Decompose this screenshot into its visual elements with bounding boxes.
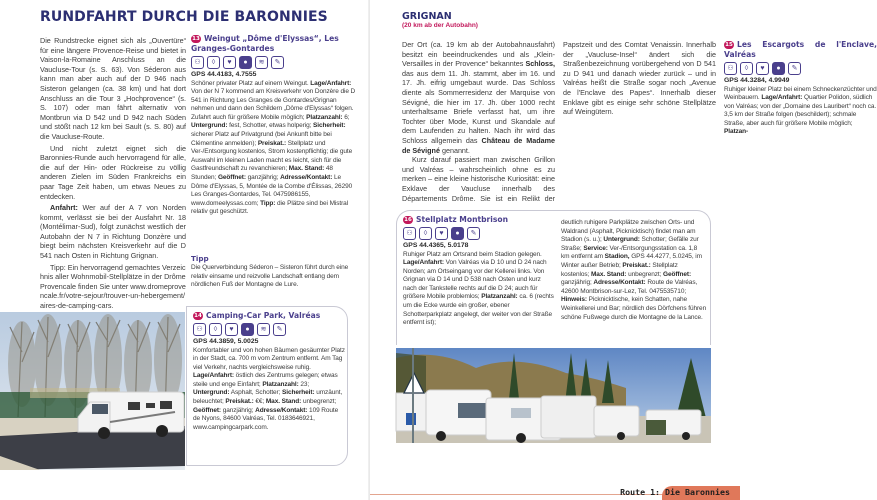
entry-16 bbox=[403, 215, 555, 328]
electricity-icon: ⚇ bbox=[193, 323, 206, 336]
entry-14-title bbox=[193, 311, 345, 321]
field-label: Max. Stand: bbox=[590, 270, 627, 278]
text-segment: 48 Stunden; bbox=[191, 165, 333, 182]
field-label: Adresse/Kontakt: bbox=[280, 174, 333, 182]
amenity-icons bbox=[724, 62, 877, 75]
text-segment: genannt. bbox=[439, 145, 470, 155]
text-segment: Stellplatz kostenlos; bbox=[561, 261, 678, 278]
gps-coordinates: GPS 44.3859, 5.0025 bbox=[193, 338, 259, 345]
text-segment: Stellplatz und Ver-/Entsorgung kostenlos, Strom kostenpflichtig; die gute Auswahl im kleinen Laden macht es leicht, sich für die Gastfreundschaft zu revanchieren; bbox=[191, 139, 353, 173]
text-segment: Ver-/Entsorgungsstation ca. 1,8 km entfernt am bbox=[561, 244, 698, 261]
field-label: Hinweis: bbox=[561, 296, 587, 304]
motorhomes-photo-illustration bbox=[396, 348, 711, 443]
intro-column bbox=[40, 36, 186, 311]
text-segment: Asphalt, Schotter; bbox=[229, 389, 283, 397]
anfahrt-label: Anfahrt: bbox=[50, 203, 78, 213]
text-segment: sicherer Platz auf Privatgrund (bei Ankunft bitte bei Clémentine anmelden); bbox=[191, 131, 332, 147]
location-icon: ● bbox=[451, 227, 464, 240]
text-segment: Der Ort (ca. 19 km ab der Autobahnausfahrt) besitzt ein beeindruckendes und als „Klein-Versailles in der Provence“ bekanntes bbox=[402, 40, 555, 69]
field-label: Service: bbox=[583, 244, 608, 252]
tipp-paragraph: Tipp: Ein hervorragend gemachtes Verzeichnis aller Wohnmobil-Stellplätze in der Drôme Provencale finden Sie unter www.dromeprovencale.fr/votre-sejour/trouver-un-hebergement/aires-de-camping-cars. bbox=[40, 262, 186, 311]
text-segment: 23; bbox=[298, 380, 310, 388]
field-label: Untergrund: bbox=[191, 122, 228, 130]
disposal-icon: ♥ bbox=[756, 62, 769, 75]
disposal-icon: ♥ bbox=[225, 323, 238, 336]
grignan-paragraph-2: Kurz darauf passiert man zwischen Grillon und Valréas – wahrscheinlich ohne es zu merken – eine kleine historische Kuriosität: eine Exklave der Vaucluse innerhalb des Départements Drôme. Sie ist ein Relikt der Papstzeit und des Comtat Venaissin. Innerhalb der „Vaucluse-Insel“ ändert sich die Straßenbezeichnung vorübergehend von D 541 zu D 941 und danach wieder zurück – und in Valréas heißt die Straße sogar noch „Avenue de l'Enclave des Papes“. Innerhalb dieser Enklave gibt es einige sehr schöne Stellplätze auf Weingütern. bbox=[402, 40, 716, 203]
pen-icon: ✎ bbox=[467, 227, 480, 240]
text-segment: GPS 44.4277, 5.0245, im Winter außer Betrieb; bbox=[561, 253, 702, 269]
field-label: Untergrund: bbox=[603, 236, 640, 244]
running-footer: Route 1: Die Baronnies bbox=[620, 487, 730, 497]
amenity-icons bbox=[191, 56, 358, 69]
field-label: Platzan- bbox=[724, 128, 749, 136]
entry-13-description bbox=[191, 80, 358, 218]
text-segment: Von der N 7 kommend am Kreisverkehr von Donzère die D 541 in Richtung Les Granges de Gontardes/Grignan nehmen und dann den Schildern „Dôme d'Elyssas“ folgen. Zufahrt auch für größere Mobile möglich; bbox=[191, 88, 356, 121]
field-label: Sicherheit: bbox=[282, 389, 315, 397]
text-segment: Route de Valréas, 42600 Montbrison-sur-Lez, Tel. 0475535710; bbox=[561, 279, 698, 295]
right-page bbox=[370, 0, 877, 500]
tipp-title: Tipp bbox=[191, 254, 209, 263]
water-icon: ◊ bbox=[419, 227, 432, 240]
anfahrt-text: Wer auf der A 7 von Norden kommt, verlässt sie bei der Ausfahrt Nr. 18 (Montélimar-Sud), folgt zunächst westlich der Autobahn der N 7 in Richtung Donzère und biegt beim nächsten Kreisverkehr auf die D 541 nach Osten in Richtung Grignan. bbox=[40, 203, 186, 261]
location-icon: ● bbox=[239, 56, 252, 69]
entry-number-badge: 13 bbox=[192, 36, 200, 42]
entry-13-title-text: Weingut „Dôme d'Elyssas“, Les Granges-Gontardes bbox=[191, 34, 339, 53]
grignan-heading bbox=[402, 11, 478, 29]
entry-15 bbox=[724, 40, 877, 137]
text-segment: ganzjährig; bbox=[245, 174, 281, 182]
electricity-icon: ⚇ bbox=[403, 227, 416, 240]
entry-number-badge: 15 bbox=[725, 42, 733, 48]
entry-15-title-text: Les Escargots de l'Enclave, Valréas bbox=[724, 40, 877, 59]
text-segment: das aus dem 11. Jh. stammt, aber im 16. und 17. Jh. eifrig umgebaut wurde. Das Schloss diente als Sommerresidenz der Marquise von Sévigné, die hier im 17. Jh. über 1000 recht unterhaltsame Briefe verfasst hat, um ihre Tochter über Mode, Kunst und Skandale auf dem Laufenden zu halten. Nach ihr wird das Schloss allgemein das bbox=[402, 68, 555, 145]
entry-13-title bbox=[191, 34, 358, 54]
field-label: Preiskat.: bbox=[622, 261, 651, 269]
text-segment: Schöner privater Platz auf einem Weingut. bbox=[191, 79, 311, 87]
text-segment: Komfortabler und von hohen Bäumen gesäumter Platz in der Stadt, ca. 700 m vom Zentrum entfernt. Am Tag viel Verkehr, nachts vergleichsweise ruhig. bbox=[193, 346, 345, 371]
field-label: Untergrund: bbox=[193, 389, 230, 397]
field-label: Platzanzahl: bbox=[262, 380, 299, 388]
entry-15-title bbox=[724, 40, 877, 60]
text-segment: östlich des Zentrums gelegen; etwas steile und enge Einfahrt; bbox=[193, 372, 338, 388]
entry-16-title bbox=[403, 215, 555, 225]
section-subtitle: (20 km ab der Autobahn) bbox=[402, 22, 478, 29]
entry-14-title-text: Camping-Car Park, Valréas bbox=[206, 311, 321, 320]
field-label: Lage/Anfahrt: bbox=[761, 94, 803, 102]
text-segment: Quartier Polidon, südlich von Valréas; von der „Domaine des Lauribert“ noch ca. 3,5 km der Straße folgen (beschildert); schmale Straße, aber auch für größere Mobile möglich; bbox=[724, 94, 877, 127]
amenity-icons bbox=[403, 227, 555, 240]
entry-14-box bbox=[186, 306, 348, 466]
text-segment: Schotter; Gefälle zur Straße; bbox=[561, 236, 699, 252]
field-label: Schloss, bbox=[525, 59, 555, 69]
left-page bbox=[0, 0, 370, 500]
field-label: Max. Stand: bbox=[265, 398, 302, 406]
electricity-icon: ⚇ bbox=[191, 56, 204, 69]
text-segment: die Plätze sind bei Mistral relativ gut geschützt. bbox=[191, 199, 349, 216]
grignan-columns bbox=[402, 40, 877, 206]
page-title: RUNDFAHRT DURCH DIE BARONNIES bbox=[40, 9, 328, 25]
text-segment: unbegrenzt; bbox=[626, 270, 664, 278]
anfahrt-paragraph bbox=[40, 203, 186, 261]
field-label: Tipp: bbox=[260, 199, 276, 207]
text-segment: Le Dôme d'Elyssas, 5, Montée de la Combe d'Élissas, 26290 Les Granges-Gontardes, Tel. 0475986155, www.domeelyssas.com; bbox=[191, 174, 353, 207]
field-label: Lage/Anfahrt: bbox=[193, 372, 234, 380]
disposal-icon: ♥ bbox=[223, 56, 236, 69]
field-label: Adresse/Kontakt: bbox=[255, 406, 308, 414]
field-label: Platzanzahl: bbox=[306, 113, 343, 121]
tipp-box bbox=[191, 254, 356, 290]
pen-icon: ✎ bbox=[788, 62, 801, 75]
gps-coordinates: GPS 44.4183, 4.7555 bbox=[191, 71, 257, 78]
motorhomes-photo-montbrison bbox=[396, 348, 711, 443]
text-segment: 109 Route de Nyons, 84600 Valréas, Tel. 0183646921, www.campingcarpark.com. bbox=[193, 406, 339, 431]
amenity-icons bbox=[193, 323, 345, 336]
field-label: Lage/Anfahrt: bbox=[403, 259, 444, 267]
text-segment: deutlich ruhigere Parkplätze zwischen Orts- und Waldrand (Asphalt, Picknicktisch) findet man am Stadion (s. u.); bbox=[561, 219, 696, 244]
field-label: Geöffnet: bbox=[217, 174, 246, 182]
field-label: Château de Madame de Sévigné bbox=[402, 135, 556, 155]
entry-16-title-text: Stellplatz Montbrison bbox=[416, 215, 509, 224]
field-label: Preiskat.: bbox=[225, 398, 254, 406]
entry-16-continued bbox=[561, 219, 707, 322]
pen-icon: ✎ bbox=[271, 56, 284, 69]
field-label: Preiskat.: bbox=[257, 139, 287, 147]
text-segment: €€; bbox=[253, 398, 266, 406]
text-segment: ca. 6 (rechts um die Ecke wurde ein großer, ebener Schotterparkplatz angelegt, der weiter von der Straße entfernt ist); bbox=[403, 293, 554, 327]
section-title: GRIGNAN bbox=[402, 11, 452, 22]
camper-photo-valreas bbox=[0, 312, 185, 470]
motorhome bbox=[78, 392, 184, 439]
entry-15-description bbox=[724, 86, 877, 138]
field-label: Geöffnet: bbox=[663, 270, 692, 278]
tipp-text: Die Querverbindung Séderon – Sisteron führt durch eine relativ einsame und reizvolle Landschaft entlang dem nördlichen Fuß der Montagne de Lure. bbox=[191, 264, 349, 289]
text-segment: Picknicktische, kein Schatten, nahe Weinkellerei und Bar; nördlich des Dörfchens führen schöne Fußwege durch die Montagne de la Lance. bbox=[561, 296, 707, 321]
text-segment: Ruhiger Platz am Ortsrand beim Stadion gelegen. bbox=[403, 250, 542, 258]
field-label: Lage/Anfahrt: bbox=[310, 79, 352, 87]
field-label: Geöffnet: bbox=[193, 406, 221, 414]
wifi-icon: ≋ bbox=[257, 323, 270, 336]
intro-paragraph-2: Und nicht zuletzt eignet sich die Baronnies-Runde auch hervorragend für alle, die auf der Hin- oder Rückreise zu völlig anderen Zielen im Süden Frankreichs ein paar Tage Zeit haben, um etwas Neues zu entdecken. bbox=[40, 143, 186, 201]
electricity-icon: ⚇ bbox=[724, 62, 737, 75]
entry-14 bbox=[193, 311, 345, 432]
water-icon: ◊ bbox=[209, 323, 222, 336]
field-label: Max. Stand: bbox=[288, 165, 325, 173]
entry-13 bbox=[191, 34, 358, 217]
text-segment: Von Valréas via D 10 und D 24 nach Norden; am Ortseingang vor der Kellerei links. Von Grignan via D 14 und D 538 nach Osten und kurz nach der Tankstelle rechts auf die D 24; auch für größere Mobile problemlos; bbox=[403, 259, 547, 301]
wifi-icon: ≋ bbox=[255, 56, 268, 69]
text-segment: umzäunt, beleuchtet; bbox=[193, 389, 343, 406]
text-segment: ganzjährig; bbox=[221, 406, 256, 414]
entry-16-box bbox=[396, 210, 711, 345]
disposal-icon: ♥ bbox=[435, 227, 448, 240]
water-icon: ◊ bbox=[207, 56, 220, 69]
location-icon: ● bbox=[241, 323, 254, 336]
pen-icon: ✎ bbox=[273, 323, 286, 336]
gps-coordinates: GPS 44.3284, 4.9949 bbox=[724, 77, 790, 84]
text-segment: ganzjährig; bbox=[561, 279, 594, 287]
intro-paragraph-1: Die Rundstrecke eignet sich als „Ouvertüre“ für eine längere Provence-Reise und bietet in Vaison-la-Romaine Anschluss an die Vaucluse-Tour (s. S. 63). Von Séderon aus kann man aber auch auf der D 946 nach Sisteron gelangen (ca. 38 km) und hat dort Anschluss an die Tour 3 „Hochprovence“ (s. S. 107) oder man fährt alternativ von Montbrun via D 542 und D 942 nach Süden und stößt nach 12 km bei Sault (s. S. 80) auf die Vaucluse-Route. bbox=[40, 36, 186, 141]
grignan-paragraph-1 bbox=[402, 40, 555, 155]
field-label: Adresse/Kontakt: bbox=[593, 279, 646, 287]
water-icon: ◊ bbox=[740, 62, 753, 75]
entry-16-description-right bbox=[561, 219, 707, 322]
camper-photo-illustration bbox=[0, 312, 185, 470]
text-segment: unbegrenzt; bbox=[301, 398, 337, 406]
field-label: Stadion, bbox=[604, 253, 630, 261]
parking-sign bbox=[406, 413, 416, 425]
entry-14-description bbox=[193, 347, 345, 433]
field-label: Platzanzahl: bbox=[481, 293, 518, 301]
field-label: Sicherheit: bbox=[313, 122, 346, 130]
entry-number-badge: 14 bbox=[194, 313, 202, 319]
text-segment: fest, Schotter, etwas holperig; bbox=[227, 122, 314, 130]
entry-16-description-left bbox=[403, 251, 555, 328]
entry-number-badge: 16 bbox=[404, 217, 412, 223]
location-icon: ● bbox=[772, 62, 785, 75]
gps-coordinates: GPS 44.4365, 5.0178 bbox=[403, 242, 469, 249]
text-segment: Ruhiger kleiner Platz bei einem Schneckenzüchter und Weinbauern. bbox=[724, 85, 877, 102]
text-segment: 6; bbox=[342, 113, 350, 121]
